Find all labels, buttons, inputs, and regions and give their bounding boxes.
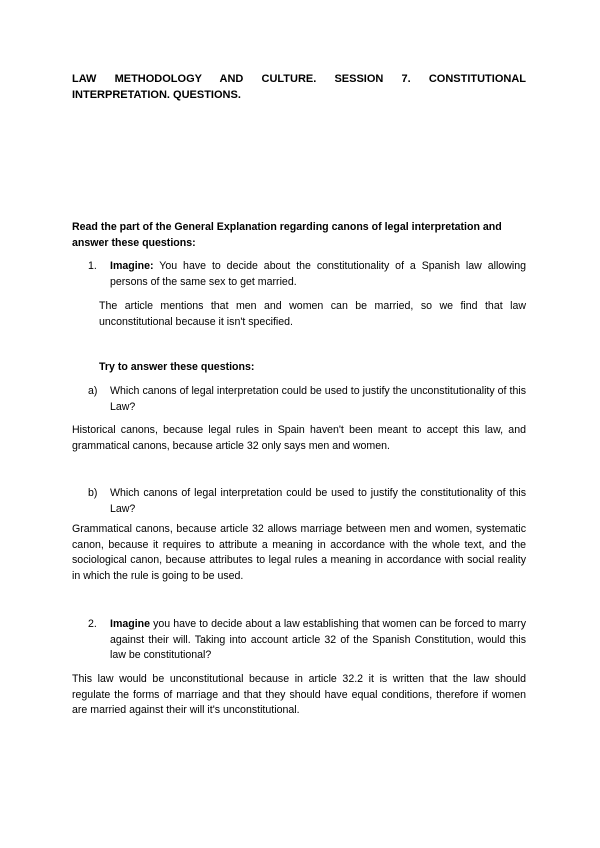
item-1-answer: The article mentions that men and women can be married, so we find that law unconstitutional because it isn't specified. [99, 300, 526, 328]
try-heading: Try to answer these questions: [99, 361, 255, 373]
question-b-marker: b) [88, 487, 98, 499]
question-b-answer: Grammatical canons, because article 32 allows marriage between men and women, systematic canon, because it requires to attribute a meaning in accordance with the whole text, and the sociological canon, because attributes to legal rules a meaning in accordance with social reality in which the rule is going to be used. [72, 523, 526, 582]
question-a-text: Which canons of legal interpretation could be used to justify the unconstitutionality of this Law? [110, 385, 526, 413]
item-2-text [110, 617, 526, 664]
intro-instruction: Read the part of the General Explanation regarding canons of legal interpretation and answer these questions: [72, 221, 502, 249]
item-1-text [110, 259, 526, 290]
item-1-label: Imagine: [110, 260, 154, 272]
item-2-body: you have to decide about a law establishing that women can be forced to marry against their will. Taking into account article 32 of the Spanish Constitution, would this law be constitutional? [110, 618, 526, 661]
item-2-label: Imagine [110, 618, 151, 630]
item-1-number: 1. [88, 260, 97, 272]
question-b-text: Which canons of legal interpretation could be used to justify the constitutionality of this Law? [110, 487, 526, 515]
item-2-answer: This law would be unconstitutional because in article 32.2 it is written that the law should regulate the forms of marriage and that they should have equal conditions, therefore if women are married against their will it's unconstitutional. [72, 673, 526, 716]
question-a [88, 384, 526, 415]
question-a-answer: Historical canons, because legal rules in Spain haven't been meant to accept this law, and grammatical canons, because article 32 only says men and women. [72, 424, 526, 452]
title-line-2: INTERPRETATION. QUESTIONS. [72, 88, 241, 101]
document-title [72, 72, 526, 103]
question-b [88, 486, 526, 517]
item-1-body: You have to decide about the constitutionality of a Spanish law allowing persons of the same sex to get married. [110, 260, 526, 288]
item-1 [88, 259, 526, 290]
item-2-number: 2. [88, 618, 97, 630]
item-2 [88, 617, 526, 664]
title-line-1: LAW METHODOLOGY AND CULTURE. SESSION 7. CONSTITUTIONAL [72, 73, 526, 85]
question-a-marker: a) [88, 385, 98, 397]
